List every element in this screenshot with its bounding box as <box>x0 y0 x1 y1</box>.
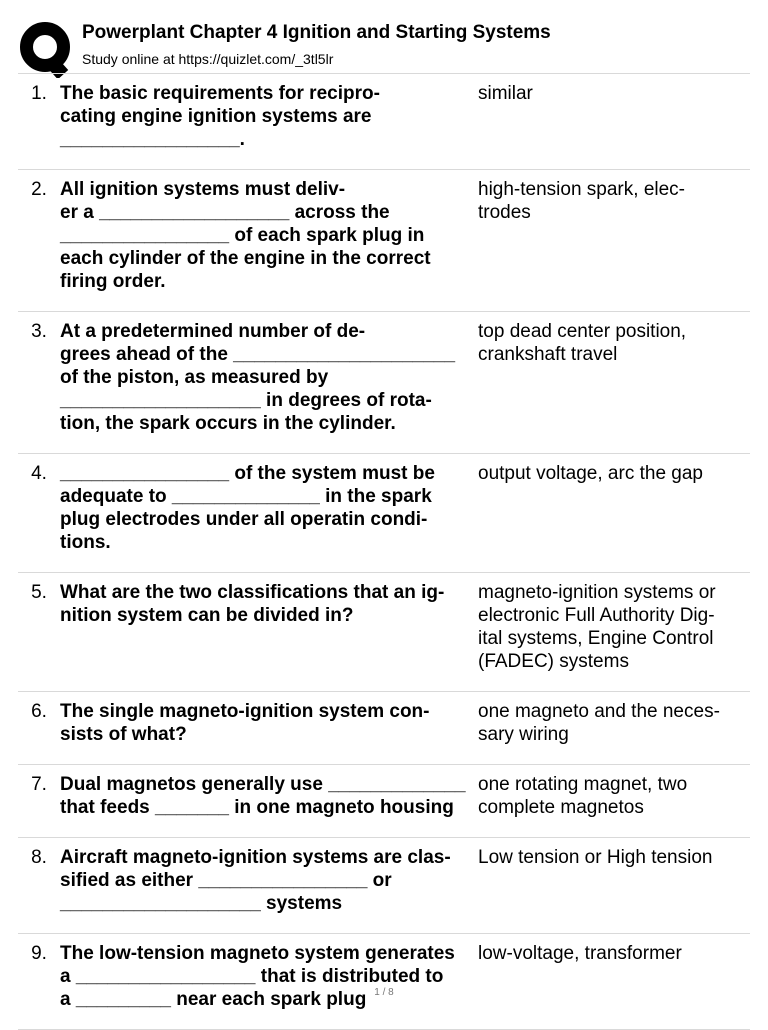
item-definition: top dead center position, crankshaft travel <box>478 321 687 365</box>
flashcard-row-9 <box>18 934 750 1030</box>
item-definition: magneto-ignition systems or electronic Full Authority Dig- ital systems, Engine Control (FADEC) systems <box>478 582 716 672</box>
item-number: 3. <box>31 321 47 342</box>
item-number: 6. <box>31 701 47 722</box>
flashcard-row-6 <box>18 692 750 765</box>
page-title: Powerplant Chapter 4 Ignition and Starting Systems <box>82 22 551 43</box>
item-definition: high-tension spark, elec- trodes <box>478 179 685 223</box>
item-number: 9. <box>31 943 47 964</box>
document-header <box>18 18 750 74</box>
item-number: 7. <box>31 774 47 795</box>
item-definition: one rotating magnet, two complete magnetos <box>478 774 688 818</box>
page-subtitle: Study online at https://quizlet.com/_3tl5lr <box>82 51 334 67</box>
flashcard-row-5 <box>18 573 750 692</box>
flashcard-row-7 <box>18 765 750 838</box>
item-term: The single magneto-ignition system con- sists of what? <box>60 701 430 745</box>
item-term: At a predetermined number of de- grees ahead of the _____________________ of the piston, as measured by ___________________ in degrees of rota- tion, the spark occurs in the cylinder. <box>60 321 456 434</box>
item-number: 2. <box>31 179 47 200</box>
item-number: 4. <box>31 463 47 484</box>
item-number: 1. <box>31 83 47 104</box>
page-number: 1 / 8 <box>374 987 394 998</box>
flashcard-row-3 <box>18 312 750 454</box>
item-definition: Low tension or High tension <box>478 847 713 868</box>
flashcard-row-1 <box>18 74 750 170</box>
item-term: ________________ of the system must be adequate to ______________ in the spark plug electrodes under all operatin condi- tions. <box>60 463 435 553</box>
item-term: Dual magnetos generally use _____________ that feeds _______ in one magneto housing <box>60 774 466 818</box>
item-term: What are the two classifications that an ig- nition system can be divided in? <box>60 582 445 626</box>
item-number: 8. <box>31 847 47 868</box>
item-term: All ignition systems must deliv- er a __________________ across the ________________ of each spark plug in each cylinder of the engine in the correct firing order. <box>60 179 431 292</box>
item-definition: similar <box>478 83 533 104</box>
item-definition: output voltage, arc the gap <box>478 463 703 484</box>
flashcard-list <box>18 73 750 1030</box>
flashcard-row-4 <box>18 454 750 573</box>
flashcard-row-8 <box>18 838 750 934</box>
item-term: The low-tension magneto system generates a _________________ that is distributed to a _________ near each spark plug <box>60 943 455 1010</box>
item-term: The basic requirements for recipro- cating engine ignition systems are _________________. <box>60 83 380 150</box>
quizlet-logo-icon <box>20 22 72 78</box>
item-term: Aircraft magneto-ignition systems are clas- sified as either ________________ or ___________________ systems <box>60 847 451 914</box>
item-definition: one magneto and the neces- sary wiring <box>478 701 720 745</box>
flashcard-row-2 <box>18 170 750 312</box>
item-definition: low-voltage, transformer <box>478 943 682 964</box>
item-number: 5. <box>31 582 47 603</box>
